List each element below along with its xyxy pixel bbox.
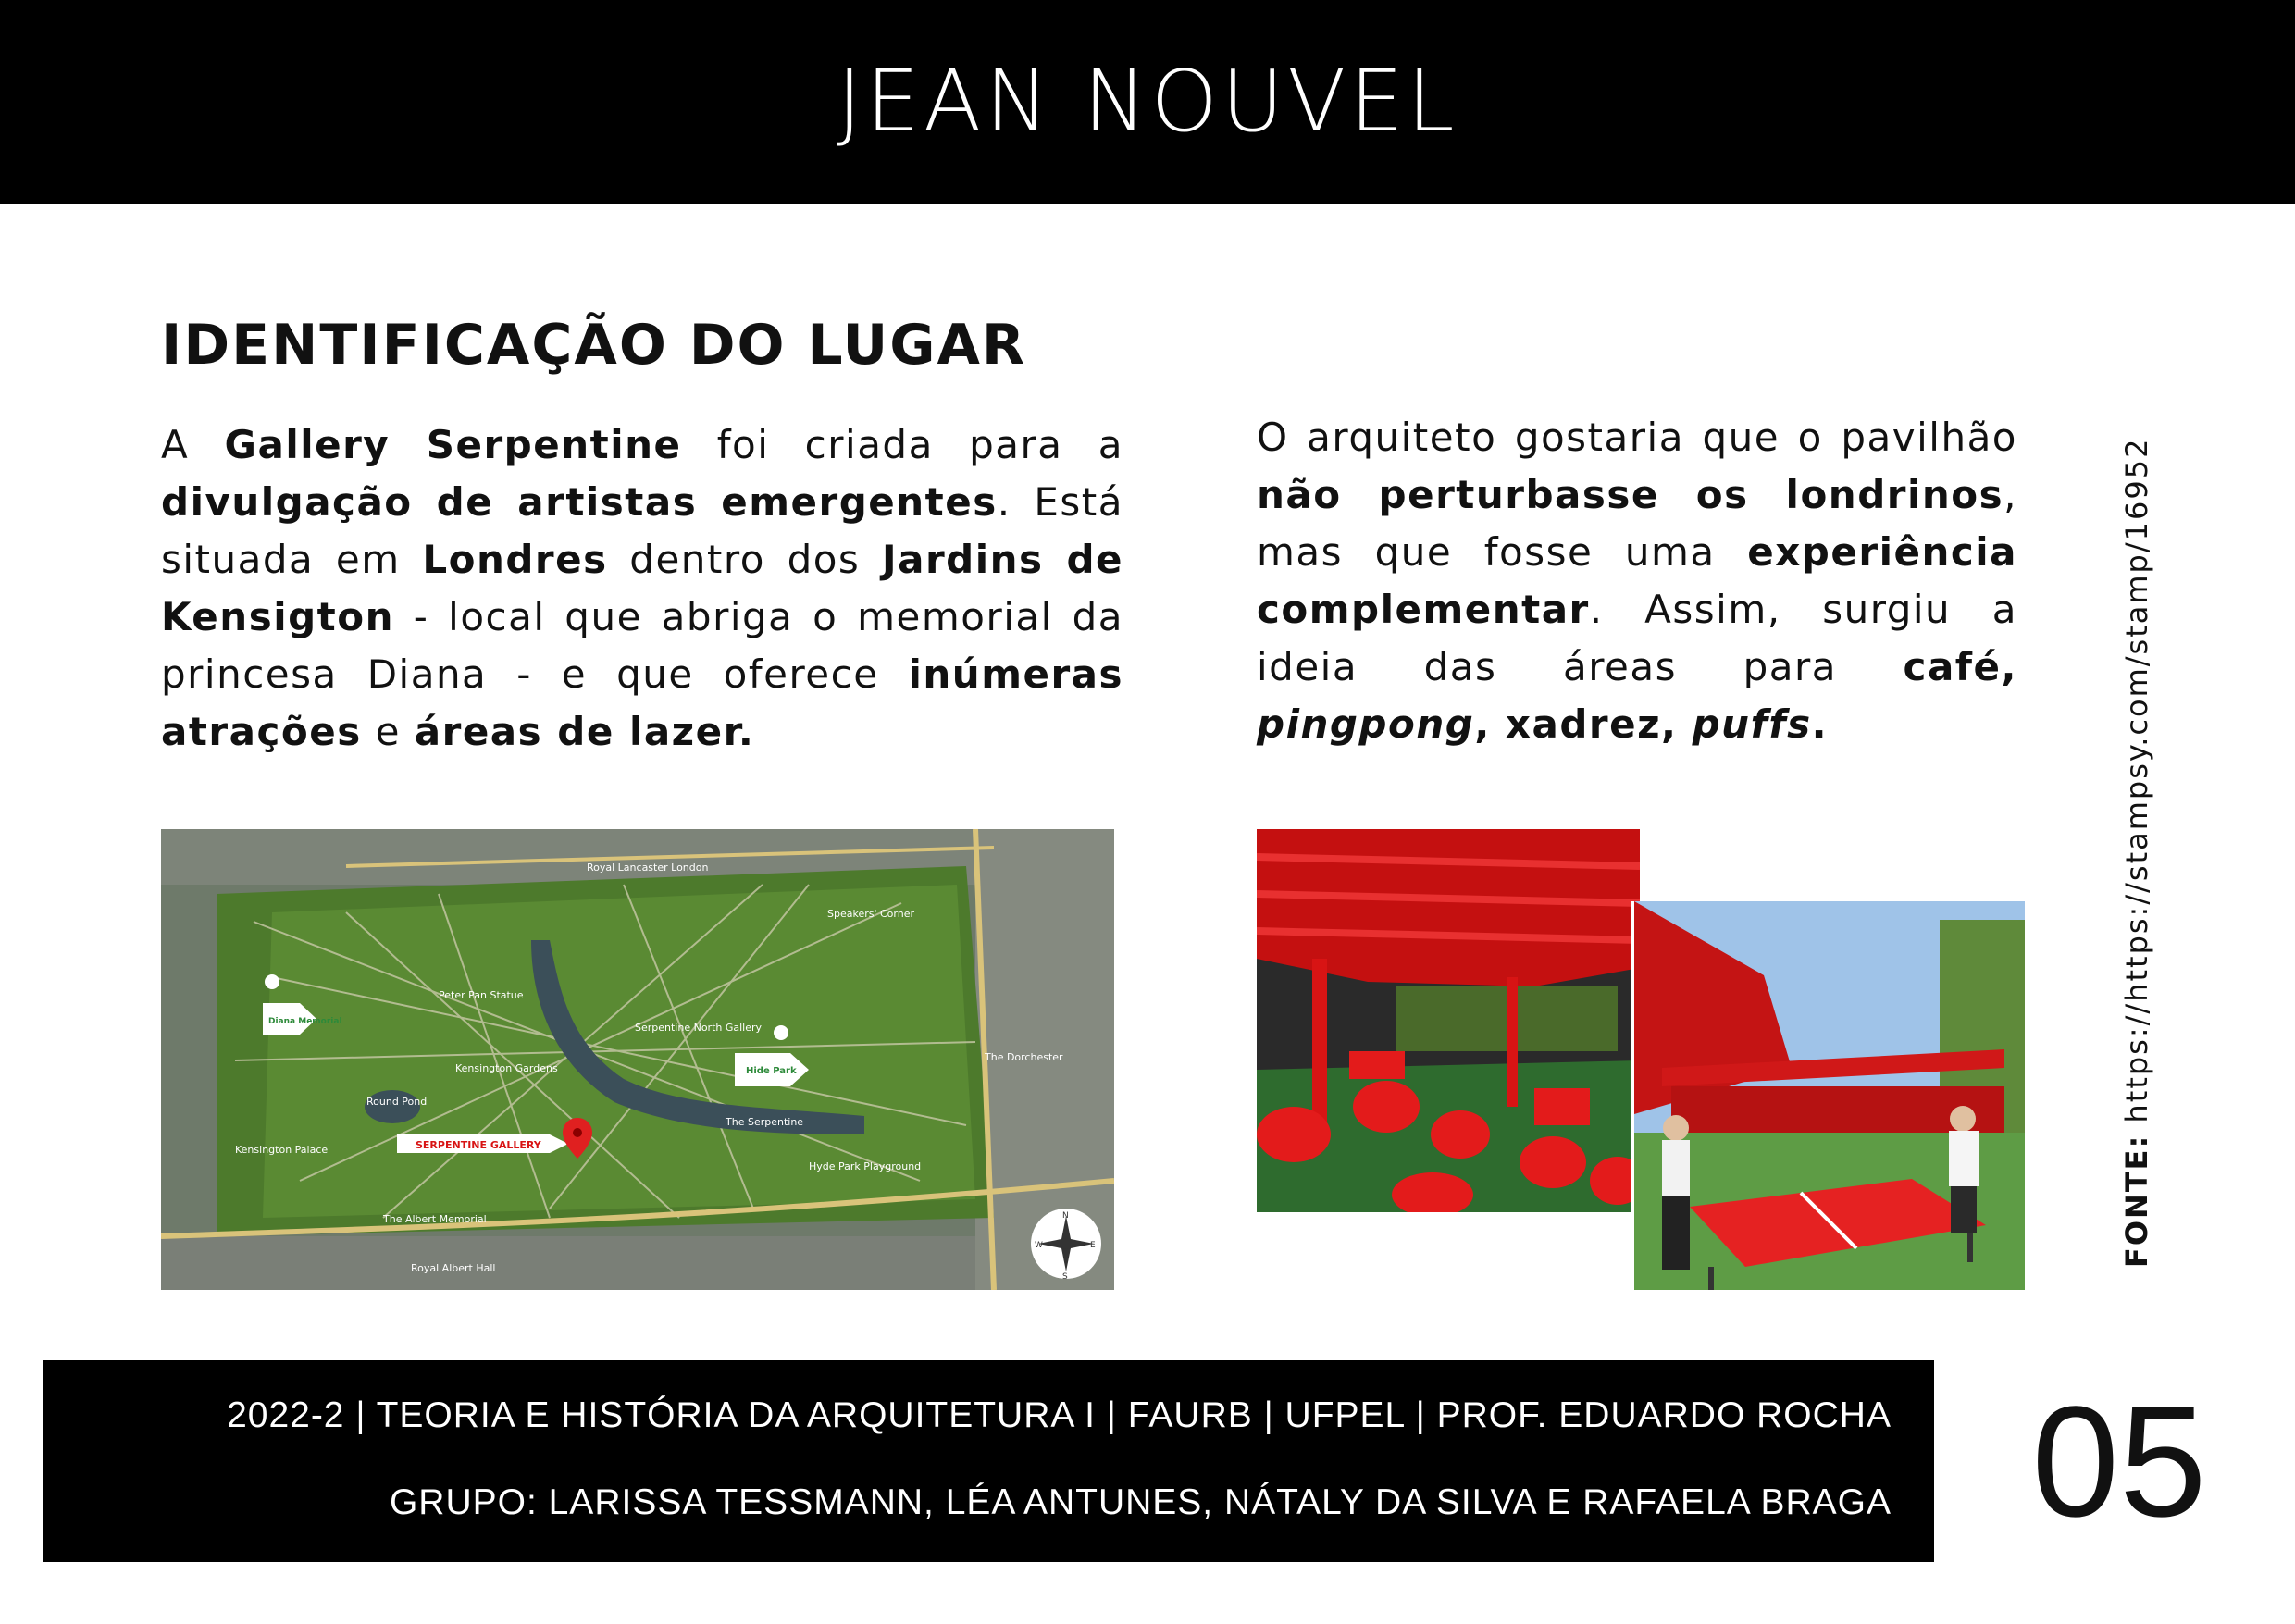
text-run: . Está situada em <box>161 479 1123 582</box>
text-run: . Assim, surgiu a ideia das áreas para <box>1257 587 2017 689</box>
text-run: - local que abriga o memorial da princesa Diana - e que oferece <box>161 594 1123 697</box>
text-run: experiência complementar <box>1257 529 2017 632</box>
source-url[interactable]: https://https://stampsy.com/stamp/16952 <box>2119 437 2154 1123</box>
text-run: áreas de lazer. <box>414 709 755 754</box>
svg-text:E: E <box>1090 1241 1096 1250</box>
text-run: O arquiteto gostaria que o pavilhão <box>1257 415 2017 460</box>
map-label-hyde-park-playground: Hyde Park Playground <box>809 1160 922 1172</box>
pavilion-cafe-photo <box>1257 829 1640 1212</box>
text-run: café, <box>1903 644 2017 689</box>
text-run: inúmeras atrações <box>161 651 1123 754</box>
page-number: 05 <box>2031 1374 2207 1550</box>
svg-text:W: W <box>1035 1241 1043 1250</box>
svg-text:N: N <box>1062 1211 1069 1221</box>
source-credit <box>2119 437 2175 1268</box>
text-run: não perturbasse os londrinos <box>1257 472 2004 517</box>
footer-group-members: GRUPO: LARISSA TESSMANN, LÉA ANTUNES, NÁTALY DA SILVA E RAFAELA BRAGA <box>389 1482 1892 1522</box>
header-bar <box>0 0 2295 204</box>
text-run: A <box>161 422 225 467</box>
svg-text:SERPENTINE GALLERY: SERPENTINE GALLERY <box>416 1139 541 1151</box>
text-run: . <box>1811 701 1829 747</box>
text-run: e <box>361 709 415 754</box>
source-label: FONTE: <box>2119 1134 2154 1268</box>
svg-text:Diana Memorial: Diana Memorial <box>268 1017 342 1026</box>
svg-text:Hide Park: Hide Park <box>746 1066 797 1076</box>
map-label-royal-lancaster: Royal Lancaster London <box>587 862 709 874</box>
right-paragraph <box>1257 409 2017 753</box>
map-label-serpentine-north: Serpentine North Gallery <box>635 1022 763 1034</box>
map-label-the-serpentine: The Serpentine <box>726 1116 804 1128</box>
text-run: , xadrez, <box>1474 701 1693 747</box>
map-label-dorchester: The Dorchester <box>985 1051 1063 1063</box>
text-run: Gallery Serpentine <box>224 422 682 467</box>
footer-course-info: 2022-2 | TEORIA E HISTÓRIA DA ARQUITETURA I | FAURB | UFPEL | PROF. EDUARDO ROCHA <box>227 1395 1892 1435</box>
left-paragraph <box>161 416 1123 761</box>
map-label-peter-pan: Peter Pan Statue <box>439 989 524 1001</box>
pingpong-photo <box>1631 901 2025 1290</box>
map-label-kensington-gardens: Kensington Gardens <box>455 1062 558 1074</box>
text-run: Jardins de Kensigton <box>161 537 1123 639</box>
section-title: IDENTIFICAÇÃO DO LUGAR <box>161 313 1027 378</box>
text-run: Londres <box>422 537 608 582</box>
text-run: dentro dos <box>607 537 882 582</box>
map-label-speakers-corner: Speakers' Corner <box>827 908 914 920</box>
text-run: , mas que fosse uma <box>1257 472 2017 575</box>
page-title: JEAN NOUVEL <box>837 52 1458 151</box>
svg-text:S: S <box>1062 1272 1068 1282</box>
map-label-royal-albert-hall: Royal Albert Hall <box>411 1262 496 1274</box>
text-run: foi criada para a <box>681 422 1123 467</box>
map-label-albert-memorial: The Albert Memorial <box>383 1213 487 1225</box>
map-label-round-pond: Round Pond <box>366 1096 428 1108</box>
text-run: divulgação de artistas emergentes <box>161 479 998 525</box>
text-run: puffs <box>1692 701 1812 747</box>
map-label-kensington-palace: Kensington Palace <box>235 1144 329 1156</box>
footer-bar <box>43 1360 1934 1562</box>
map-image <box>161 829 1114 1290</box>
text-run: pingpong <box>1257 701 1475 747</box>
